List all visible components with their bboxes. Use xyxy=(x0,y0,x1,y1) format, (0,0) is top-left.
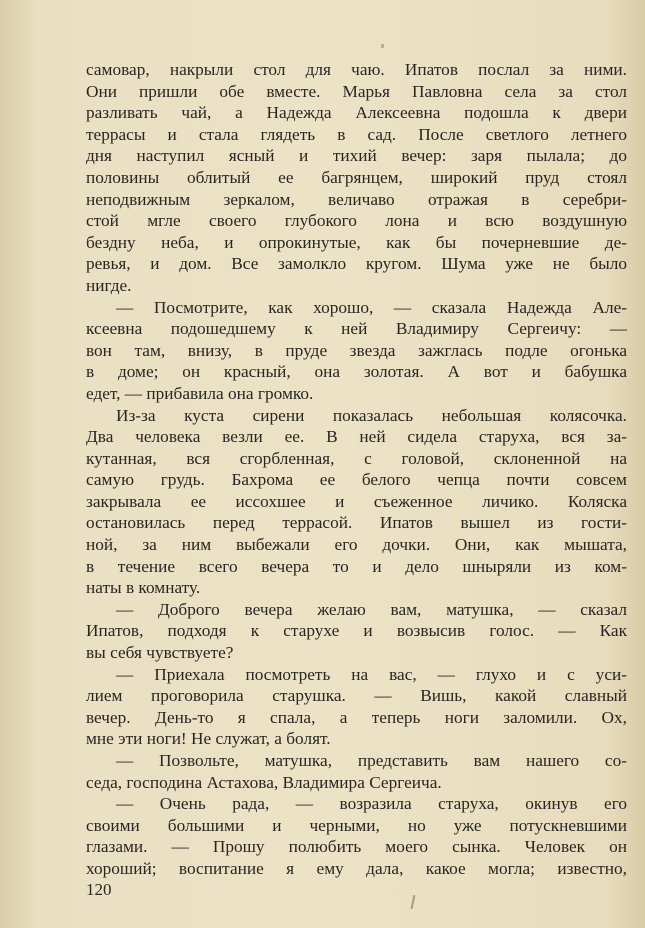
text-line: в доме; он красный, она золотая. А вот и бабушка xyxy=(86,362,627,382)
text-line: — Позвольте, матушка, представить вам нашего со- xyxy=(116,751,627,770)
text-line: лием проговорила старушка. — Вишь, какой славный xyxy=(86,686,627,706)
text-line: самовар, накрыли стол для чаю. Ипатов послал за ними. xyxy=(86,60,627,79)
text-line: — Приехала посмотреть на вас, — глухо и с уси- xyxy=(116,664,627,684)
text-line: — Очень рада, — возразила старуха, окинув его xyxy=(116,794,627,814)
text-line: ной, за ним выбежали его дочки. Они, как мышата, xyxy=(86,535,627,555)
text-line: разливать чай, а Надежда Алексеевна подошла к двери xyxy=(86,103,627,123)
page-number: 120 xyxy=(86,880,112,899)
text-line: Из-за куста сирени показалась небольшая колясочка. xyxy=(116,405,627,425)
text-line: седа, господина Астахова, Владимира Сергеича. xyxy=(86,772,442,792)
text-line: глазами. — Прошу полюбить моего сынка. Человек он xyxy=(86,837,627,857)
text-line: своими большими и черными, но уже потускневшими xyxy=(86,815,627,835)
text-line: ревья, и дом. Все замолкло кругом. Шума уже не было xyxy=(86,254,627,274)
text-line: хороший; воспитание я ему дала, какое могла; известно, xyxy=(86,858,627,878)
text-line: закрывала ее иссохшее и съеженное личико. Коляска xyxy=(86,491,627,511)
text-line: остановилась перед террасой. Ипатов вышел из гости- xyxy=(86,513,627,533)
text-line: дня наступил ясный и тихий вечер: заря пылала; до xyxy=(86,146,627,166)
pencil-mark xyxy=(411,895,416,909)
body-text xyxy=(86,59,627,880)
print-speck xyxy=(381,44,384,48)
text-line: в течение всего вечера то и дело шныряли из ком- xyxy=(86,556,627,576)
text-line: Они пришли обе вместе. Марья Павловна села за стол xyxy=(86,81,627,101)
text-line: самую грудь. Бахрома ее белого чепца почти совсем xyxy=(86,470,627,490)
text-line: кутанная, вся сгорбленная, с головой, склоненной на xyxy=(86,448,627,468)
text-line: наты в комнату. xyxy=(86,578,201,598)
text-line: бездну неба, и опрокинутые, как бы почерневшие де- xyxy=(86,232,627,252)
text-line: нигде. xyxy=(86,275,132,295)
text-line: — Доброго вечера желаю вам, матушка, — сказал xyxy=(116,599,627,619)
text-line: — Посмотрите, как хорошо, — сказала Надежда Але- xyxy=(116,297,627,317)
text-line: Два человека везли ее. В ней сидела старуха, вся за- xyxy=(86,427,627,447)
text-line: половины облитый ее багрянцем, широкий пруд стоял xyxy=(86,167,627,187)
text-line: едет, — прибавила она громко. xyxy=(86,383,314,403)
text-line: мне эти ноги! Не служат, а болят. xyxy=(86,729,331,749)
text-line: вы себя чувствуете? xyxy=(86,643,234,663)
text-line: стой мгле своего глубокого лона и всю воздушную xyxy=(86,211,627,231)
text-line: неподвижным зеркалом, величаво отражая в серебри- xyxy=(86,189,627,209)
text-line: вон там, внизу, в пруде звезда зажглась подле огонька xyxy=(86,340,627,360)
text-line: Ипатов, подходя к старухе и возвысив голос. — Как xyxy=(86,621,627,641)
text-line: террасы и стала глядеть в сад. После светлого летнего xyxy=(86,124,627,144)
text-line: ксеевна подошедшему к ней Владимиру Сергеичу: — xyxy=(86,319,627,339)
text-line: вечер. День-то я спала, а теперь ноги заломили. Ох, xyxy=(86,707,627,727)
